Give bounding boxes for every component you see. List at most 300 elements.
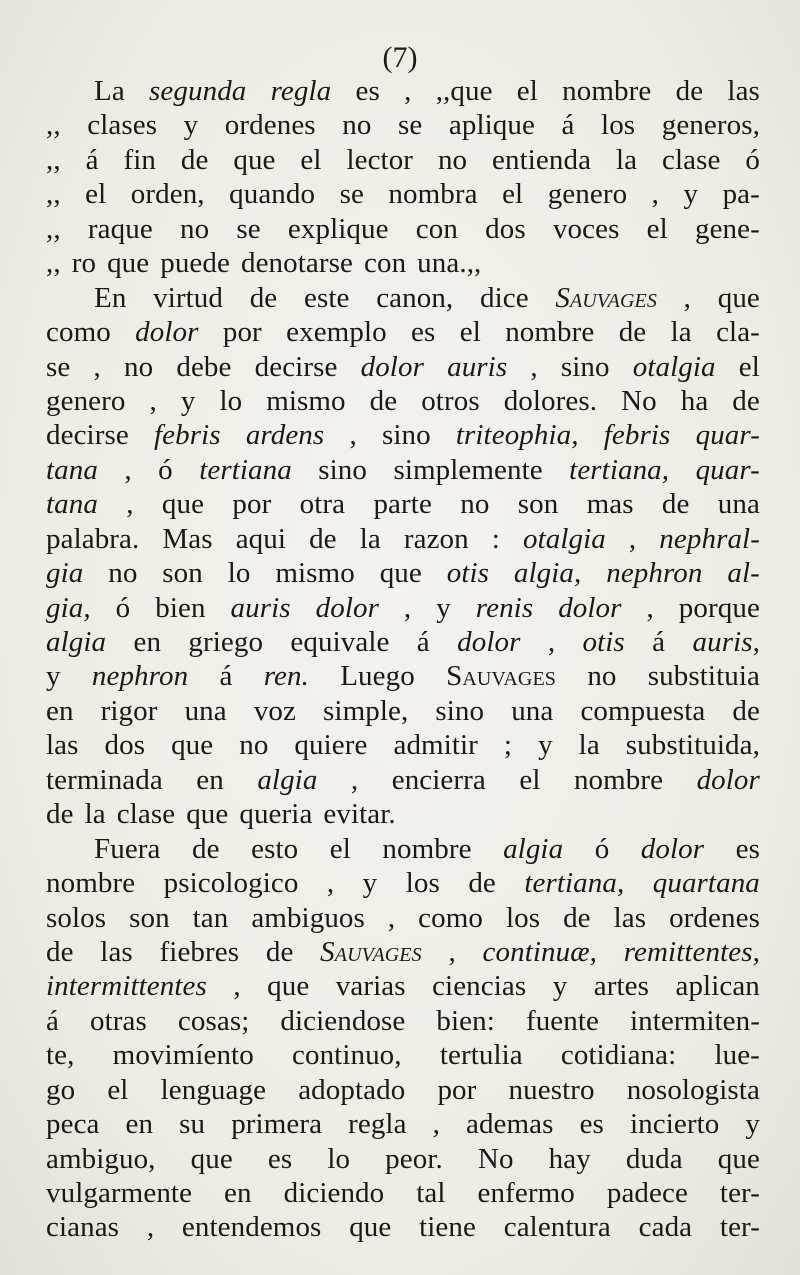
word: equivale xyxy=(290,626,390,658)
word: con xyxy=(415,212,458,245)
word: sino xyxy=(318,453,368,486)
word: á xyxy=(416,626,430,658)
word: , xyxy=(683,281,692,314)
word: ren. xyxy=(263,660,309,693)
text-line xyxy=(46,108,760,142)
word: de xyxy=(192,832,220,865)
word: lo xyxy=(219,384,243,417)
word: dolor xyxy=(696,763,760,796)
word: continuæ, xyxy=(482,935,598,968)
word: la xyxy=(615,143,638,176)
word: dolor xyxy=(558,591,622,624)
word: , xyxy=(93,350,101,383)
word: bien xyxy=(155,591,206,624)
word: el xyxy=(85,178,107,211)
word: ó xyxy=(594,832,610,865)
word: te, xyxy=(46,1039,75,1072)
word: clase xyxy=(662,143,721,176)
word: , xyxy=(149,384,157,417)
word: quar- xyxy=(695,453,760,486)
word: de xyxy=(249,281,278,314)
word: sino xyxy=(435,694,485,727)
word: La xyxy=(94,75,125,107)
word: las xyxy=(613,901,647,934)
word: y xyxy=(538,729,553,762)
word: que xyxy=(190,1142,233,1175)
word: de xyxy=(661,488,690,521)
word: no xyxy=(124,350,154,383)
word: ordenes xyxy=(669,901,760,934)
word: tertiana, xyxy=(569,453,670,486)
word: porque xyxy=(678,591,760,624)
word: fiebres xyxy=(159,935,240,968)
word: genero xyxy=(547,178,628,211)
word: Fuera xyxy=(94,832,161,865)
word: dos xyxy=(485,212,526,245)
word: tana xyxy=(46,488,98,521)
word: su xyxy=(179,1108,206,1141)
word: varias xyxy=(335,970,406,1003)
word: No xyxy=(621,384,657,417)
word: Sauvages xyxy=(446,660,557,693)
word: solos xyxy=(46,901,107,934)
word: que xyxy=(161,488,205,521)
text-line xyxy=(46,625,760,659)
text-line xyxy=(46,74,760,108)
word: de xyxy=(46,798,74,831)
word: nephron xyxy=(606,557,703,590)
word: auris, xyxy=(692,626,760,658)
word: los xyxy=(601,109,636,142)
word: el xyxy=(329,832,351,865)
word: explique xyxy=(287,212,389,245)
word: de xyxy=(369,384,398,417)
word: por xyxy=(437,1073,477,1106)
word: de xyxy=(468,867,496,900)
word: el xyxy=(516,75,538,107)
word: ; xyxy=(503,729,513,762)
word: auris xyxy=(447,350,508,383)
text-line xyxy=(46,453,760,487)
text-line xyxy=(46,246,760,280)
text-line xyxy=(46,935,760,969)
word: , xyxy=(547,626,556,658)
word: se xyxy=(46,350,71,383)
word: febris xyxy=(153,419,221,452)
word: otras xyxy=(90,1004,147,1037)
word: una xyxy=(717,488,760,521)
word: , xyxy=(146,1211,155,1244)
word: adoptado xyxy=(298,1073,406,1106)
word: no xyxy=(342,109,372,142)
word: á xyxy=(85,143,99,176)
word: nuestro xyxy=(508,1073,595,1106)
word: ,, xyxy=(46,247,61,280)
word: algia xyxy=(46,626,107,658)
word: incierto xyxy=(629,1108,720,1141)
word: dolor xyxy=(640,832,705,865)
word: tal xyxy=(416,1177,446,1209)
word: ,, xyxy=(46,212,61,245)
word: una xyxy=(184,694,227,727)
word: , xyxy=(448,935,456,968)
word: en xyxy=(46,694,74,727)
word: auris xyxy=(230,591,291,624)
word: intermittentes xyxy=(46,970,207,1003)
text-line xyxy=(46,212,760,246)
word: virtud xyxy=(153,281,223,314)
word: voces xyxy=(552,212,620,245)
word: otra xyxy=(299,488,346,521)
text-line xyxy=(46,1142,760,1176)
word: griego xyxy=(188,626,264,658)
word: en xyxy=(125,1108,154,1141)
word: peca xyxy=(46,1108,100,1141)
word: lue- xyxy=(714,1039,760,1072)
word: , xyxy=(126,488,134,521)
word: Sauvages xyxy=(555,281,657,314)
word: mismo xyxy=(275,557,355,590)
word: lector xyxy=(346,143,414,176)
word: se xyxy=(236,212,261,245)
word: se xyxy=(397,109,423,142)
word: , xyxy=(387,901,396,934)
word: regla xyxy=(348,1108,407,1141)
word: exemplo xyxy=(286,316,387,349)
word: admitir xyxy=(393,729,478,762)
word: gia, xyxy=(46,591,91,624)
word: dice xyxy=(479,281,529,314)
word: dos xyxy=(104,729,146,762)
word: voz xyxy=(253,694,296,727)
word: ardens xyxy=(245,419,325,452)
word: otalgia xyxy=(632,350,716,383)
word: cada xyxy=(638,1211,693,1244)
word: por xyxy=(232,488,272,521)
word: compuesta xyxy=(580,694,706,727)
word: intermiten- xyxy=(630,1004,760,1037)
word: nombre xyxy=(505,316,595,349)
word: á xyxy=(46,1004,59,1037)
word: ordenes xyxy=(224,109,316,142)
word: que xyxy=(379,557,422,590)
text-line xyxy=(46,728,760,762)
text-line xyxy=(46,866,760,900)
page-number: (7) xyxy=(382,41,418,74)
word: como xyxy=(418,901,484,934)
text-line xyxy=(46,177,760,211)
word: regla xyxy=(270,75,332,107)
word: entendemos xyxy=(181,1211,322,1244)
text-line xyxy=(46,763,760,797)
word: el xyxy=(646,212,668,245)
word: sino xyxy=(560,350,610,383)
text-line xyxy=(46,384,760,418)
word: substituia xyxy=(647,660,760,693)
word: , xyxy=(124,453,132,486)
word: clase xyxy=(116,798,176,831)
word: No xyxy=(477,1142,514,1175)
word: Luego xyxy=(340,660,415,693)
word: ,, xyxy=(46,143,61,176)
word: en xyxy=(224,1177,252,1209)
word: nephral- xyxy=(659,522,760,555)
word: son xyxy=(517,488,559,521)
word: no xyxy=(437,143,468,176)
word: la xyxy=(84,798,106,831)
word: puede xyxy=(160,247,230,280)
word: enfermo xyxy=(477,1177,575,1209)
word: como xyxy=(46,316,111,349)
word: una xyxy=(511,694,554,727)
word: calentura xyxy=(503,1211,611,1244)
word: , xyxy=(651,178,660,211)
text-line xyxy=(46,1073,760,1107)
word: quar- xyxy=(695,419,760,452)
word: es xyxy=(355,75,380,107)
word: tertiana xyxy=(199,453,292,486)
word: , xyxy=(349,419,357,452)
word: : xyxy=(491,522,500,555)
word: denotarse xyxy=(240,247,353,280)
word: simplemente xyxy=(393,453,543,486)
word: padece xyxy=(606,1177,688,1209)
word: lo xyxy=(227,557,251,590)
word: go xyxy=(46,1073,76,1106)
word: que xyxy=(717,281,760,314)
word: se xyxy=(339,178,364,211)
word: y xyxy=(180,384,196,417)
word: nombre xyxy=(46,867,136,900)
word: nombre xyxy=(382,832,472,865)
word: es xyxy=(579,1108,604,1141)
word: el xyxy=(107,1073,129,1106)
word: razon xyxy=(403,522,469,555)
word: cosas; xyxy=(177,1004,250,1037)
word: que xyxy=(717,1142,760,1175)
text-line xyxy=(46,1176,760,1210)
word: nosologista xyxy=(626,1073,760,1106)
word: , xyxy=(233,970,241,1003)
word: á xyxy=(652,626,666,658)
word: y xyxy=(183,109,199,142)
word: , xyxy=(404,75,412,107)
word: lenguage xyxy=(160,1073,267,1106)
word: es xyxy=(267,1142,293,1175)
word: no xyxy=(239,729,269,762)
word: evitar. xyxy=(323,798,396,831)
text-line xyxy=(46,1210,760,1244)
word: los xyxy=(505,901,541,934)
word: y xyxy=(436,591,451,624)
word: nephron xyxy=(91,660,189,693)
word: que xyxy=(267,970,310,1003)
word: quartana xyxy=(652,867,760,900)
word: mismo xyxy=(266,384,346,417)
word: por xyxy=(222,316,262,349)
word: genero xyxy=(46,384,126,417)
word: parte xyxy=(373,488,432,521)
word: otis xyxy=(582,626,625,658)
text-line xyxy=(46,1107,760,1141)
word: queria xyxy=(239,798,313,831)
word: á xyxy=(561,109,575,142)
word: duda xyxy=(625,1142,683,1175)
word: segunda xyxy=(149,75,247,107)
text-line xyxy=(46,315,760,349)
text-line xyxy=(46,659,760,693)
word: diciendose xyxy=(280,1004,406,1037)
word: y xyxy=(683,178,699,211)
word: debe xyxy=(176,350,232,383)
word: ro xyxy=(71,247,97,280)
text-line xyxy=(46,969,760,1003)
word: la xyxy=(359,522,381,555)
word: al- xyxy=(727,557,760,590)
word: otis xyxy=(446,557,490,590)
word: peor. xyxy=(385,1142,443,1175)
word: las xyxy=(100,935,133,968)
word: el xyxy=(519,763,541,796)
word: triteophia, xyxy=(455,419,579,452)
word: ambiguo, xyxy=(46,1142,156,1175)
word: no xyxy=(460,488,490,521)
word: ter- xyxy=(719,1211,760,1244)
word: terminada xyxy=(46,763,163,796)
word: artes xyxy=(593,970,650,1003)
word: vulgarmente xyxy=(46,1177,193,1209)
word: dolores. xyxy=(503,384,598,417)
word: aplican xyxy=(675,970,760,1003)
word: mas xyxy=(586,488,634,521)
word: que xyxy=(186,798,229,831)
word: , xyxy=(530,350,538,383)
word: y xyxy=(745,1108,760,1141)
text-line xyxy=(46,1038,760,1072)
text-line xyxy=(46,143,760,177)
body-text xyxy=(46,74,760,1245)
word: las xyxy=(727,75,760,107)
word: algia xyxy=(257,763,318,796)
word: tan xyxy=(192,901,229,934)
word: á xyxy=(219,660,233,693)
text-line xyxy=(46,832,760,866)
word: que xyxy=(233,143,276,176)
word: tertiana, xyxy=(524,867,625,900)
text-line xyxy=(46,797,760,831)
word: dolor xyxy=(135,316,199,349)
word: nombra xyxy=(388,178,478,211)
text-line xyxy=(46,418,760,452)
word: clases xyxy=(87,109,158,142)
word: orden, xyxy=(130,178,205,211)
word: decirse xyxy=(46,419,129,452)
word: ó xyxy=(745,143,760,176)
word: algia, xyxy=(513,557,582,590)
word: febris xyxy=(603,419,671,452)
word: no xyxy=(587,660,617,693)
word: dolor xyxy=(360,350,424,383)
word: una.,, xyxy=(417,247,482,280)
word: nombre xyxy=(573,763,664,796)
word: aqui xyxy=(235,522,287,555)
text-line xyxy=(46,1004,760,1038)
word: este xyxy=(303,281,350,314)
word: en xyxy=(133,626,162,658)
word: substituida, xyxy=(625,729,760,762)
word: el xyxy=(300,143,322,176)
word: renis xyxy=(475,591,534,624)
word: nombre xyxy=(562,75,652,107)
word: remittentes, xyxy=(623,935,760,968)
word: rigor xyxy=(100,694,158,727)
word: Sauvages xyxy=(320,935,422,968)
word: de xyxy=(675,75,704,107)
word: gia xyxy=(46,557,84,590)
word: encierra xyxy=(391,763,486,796)
word: , xyxy=(432,1108,440,1141)
word: el xyxy=(738,350,760,383)
word: primera xyxy=(231,1108,323,1141)
word: continuo, xyxy=(292,1039,402,1072)
word: en xyxy=(196,763,224,796)
word: decirse xyxy=(254,350,338,383)
text-line xyxy=(46,487,760,521)
word: ó xyxy=(115,591,131,624)
word: y xyxy=(362,867,378,900)
word: que xyxy=(171,729,214,762)
word: diciendo xyxy=(283,1177,385,1209)
text-line xyxy=(46,281,760,315)
word: el xyxy=(502,178,524,211)
word: Mas xyxy=(162,522,213,555)
text-line xyxy=(46,556,760,590)
word: ademas xyxy=(465,1108,554,1141)
word: gene- xyxy=(694,212,760,245)
word: dolor xyxy=(457,626,521,658)
word: las xyxy=(46,729,79,762)
word: cotidiana: xyxy=(560,1039,677,1072)
word: movimíento xyxy=(112,1039,254,1072)
word: los xyxy=(405,867,440,900)
word: no xyxy=(179,212,210,245)
word: , xyxy=(326,867,335,900)
word: entienda xyxy=(492,143,592,176)
word: de xyxy=(732,694,760,727)
word: de xyxy=(180,143,209,176)
word: cianas xyxy=(46,1211,120,1244)
word: y xyxy=(552,970,568,1003)
word: bien: xyxy=(436,1004,495,1037)
word: dolor xyxy=(315,591,379,624)
word: de xyxy=(732,384,760,417)
word: ambiguos xyxy=(251,901,365,934)
word: de xyxy=(563,901,591,934)
word: ,,que xyxy=(435,75,493,107)
word: y xyxy=(46,660,61,693)
word: hay xyxy=(548,1142,591,1175)
word: tiene xyxy=(419,1211,476,1244)
word: aplique xyxy=(448,109,535,142)
word: esto xyxy=(251,832,299,865)
word: de xyxy=(309,522,337,555)
word: con xyxy=(364,247,407,280)
word: ó xyxy=(158,453,173,486)
text-line xyxy=(46,350,760,384)
word: , xyxy=(628,522,637,555)
word: son xyxy=(162,557,203,590)
word: de xyxy=(618,316,647,349)
